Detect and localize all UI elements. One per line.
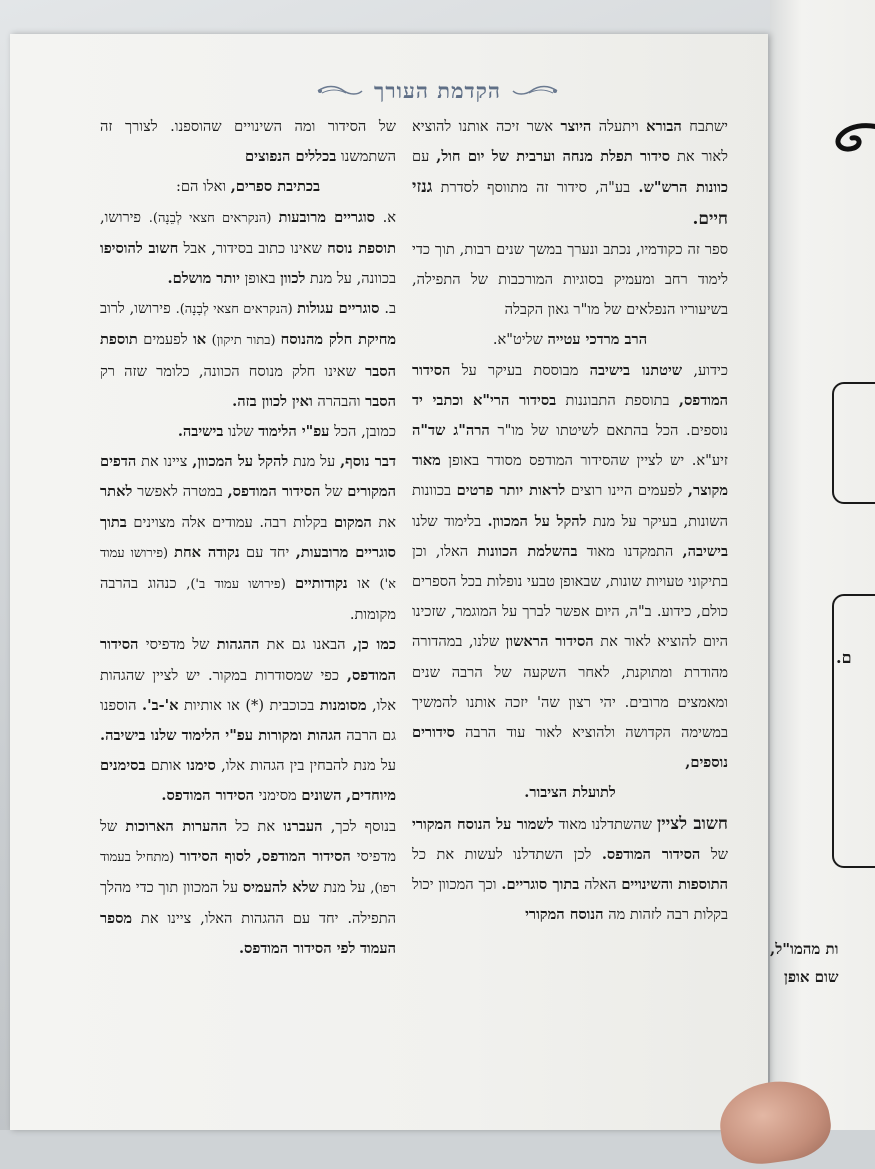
bold-text-run: להקל על המכוון, [192, 453, 289, 471]
bold-text-run: לסוף הסידור [179, 847, 251, 865]
bold-text-run: סידורים נוספים, [412, 724, 728, 772]
bold-text-run: בסימנים מיוחדים, [100, 757, 396, 805]
frame-box-1 [832, 382, 875, 504]
edge-text-1: ם. [836, 648, 852, 667]
bold-text-run: הסידור המודפס, [412, 361, 728, 409]
text-run: יחד עם [239, 543, 296, 561]
text-run: ויתעלה [591, 118, 647, 135]
text-run: של [320, 483, 348, 501]
text-run: כידוע, [682, 361, 728, 379]
text-run: כפי שמסודרות במקור. יש לציין שהגהות אלו, [100, 666, 396, 714]
text-run: ואלו הם: [175, 178, 231, 196]
bold-text-run: הגהות ומקורות עפ"י הלימוד שלנו בישיבה. [100, 727, 342, 745]
paragraph [100, 172, 396, 202]
bold-text-run: ההערות הארוכות [125, 817, 228, 835]
paragraph [412, 778, 728, 808]
bold-text-run: חשוב להוסיפו [100, 239, 179, 257]
bold-text-run: לאתר [100, 483, 133, 501]
text-run: של מדפיסי [138, 636, 217, 654]
bold-text-run: בתוך סוגריים מרובעות, [100, 513, 396, 561]
bold-text-run: בישיבה. [177, 423, 224, 441]
text-run: עם [412, 148, 437, 166]
bold-text-run: דבר נוסף, [340, 453, 396, 471]
text-run: על המכוון תוך כדי מהלך התפילה. יחד עם ההגהות האלו, ציינו את [100, 879, 396, 928]
text-run: כנהוג בהרבה מקומות. [100, 575, 396, 624]
frame-box-2 [832, 594, 875, 868]
bold-text-run: סוגריים מרובעות [278, 208, 375, 226]
text-run: (פירושו עמוד ב'), [186, 577, 295, 593]
text-run: בנוסף לכך, [322, 817, 396, 835]
bold-text-run: הסידור המודפס. [601, 845, 701, 863]
bold-text-run: שיטתנו בישיבה [589, 361, 683, 379]
next-page-edge [770, 0, 875, 1130]
bold-text-run: בהשלמת הכוונות [477, 542, 578, 560]
ornament-left-icon [316, 83, 364, 99]
text-run: בתוספת התבוננות [556, 391, 679, 409]
bold-text-run: נקודה אחת [174, 543, 240, 561]
paragraph [100, 447, 396, 630]
bold-text-run: יותר מושלם. [167, 270, 240, 288]
text-run: לכן השתדלנו לעשות את כל [412, 845, 602, 863]
text-run: ציינו את [136, 453, 193, 471]
paragraph [412, 325, 728, 355]
text-run: (פירושו עמוד א') [100, 545, 396, 593]
text-run: שאינו כתוב בסידור, אבל [178, 239, 328, 257]
text-run: את [371, 513, 396, 531]
page-header [0, 76, 875, 106]
text-run: באופן [239, 270, 281, 288]
bold-text-run: נקודותיים [294, 575, 348, 593]
bold-text-run: מאוד מקוצר, [412, 452, 728, 500]
paragraph [412, 809, 728, 931]
bold-text-run: סוגריים עגולות [297, 300, 380, 318]
text-run: (מתחיל בעמוד רפו), [100, 849, 396, 897]
text-column-left [100, 112, 396, 965]
bold-text-run: בסידור הרי"א וכתבי יד [412, 391, 557, 409]
text-run: התמקדנו מאוד [577, 542, 683, 560]
bold-text-run: סידור תפלת מנחה וערבית של יום חול, [436, 148, 671, 166]
bold-text-run: מספר העמוד [100, 910, 396, 958]
text-run: לפעמים היינו רוצים [565, 482, 688, 500]
text-run: לפעמים [137, 331, 194, 349]
text-run: האלו, וכן בתיקוני טעויות שונות, שבאופן טבעי נופלות בכל הספרים כולם, כידוע. ב"ה, היום אפשר לברך על המוגמר, שזכינו היום להוציא לאור את [412, 542, 729, 651]
text-run: את כל [227, 817, 284, 835]
text-run: על מנת [288, 453, 341, 471]
paragraph [100, 417, 396, 447]
text-run: (בתור תיקון) [211, 333, 281, 349]
bold-text-run: הבורא [646, 118, 682, 135]
paragraph [100, 294, 396, 417]
bold-text-run: הדפים המקורים [100, 453, 396, 501]
text-run: והבהרה [312, 392, 366, 410]
text-run: שאינו חלק מנוסח הכוונה, כלומר שזה רק [100, 362, 366, 380]
text-run: מבוססת בעיקר על [450, 361, 590, 379]
bold-text-run: המקום [334, 513, 372, 531]
bold-text-run: הסידור המודפס. [161, 787, 255, 805]
bold-text-run: מחיקת חלק מהנוסח [280, 331, 396, 349]
text-run: מסימני [254, 787, 302, 805]
bold-text-run: כמו כן, [352, 636, 396, 654]
ornament-swirl-icon [832, 118, 875, 158]
text-column-right [412, 112, 728, 930]
text-run: פירושו, לרוב [100, 300, 176, 318]
bold-text-run: בכללים הנפוצים [245, 148, 337, 166]
bold-text-run: סימנו [186, 757, 216, 775]
text-run: בלימוד שלנו [412, 512, 488, 530]
bold-text-run: לשמור על הנוסח המקורי [412, 815, 554, 833]
text-run: ב. [379, 300, 397, 318]
text-run: על מנת [318, 879, 371, 897]
bold-text-run: א'-ב'. [142, 696, 179, 714]
text-run: בכוונה, על מנת [305, 270, 396, 288]
bold-text-run: מסומנות [319, 696, 367, 714]
ornament-right-icon [511, 83, 559, 99]
bold-text-run: בישיבה, [682, 542, 729, 560]
bold-text-run: הרב מרדכי עטייה [547, 331, 648, 349]
text-run: האלה [579, 876, 622, 894]
text-run: או [347, 575, 380, 593]
text-run: כמובן, הכל [329, 423, 396, 441]
bold-text-run: להקל על המכוון. [487, 512, 587, 530]
text-run: הבאנו גם את [259, 636, 353, 654]
bold-text-run: לתועלת הציבור. [524, 784, 616, 802]
bold-text-run: לפי הסידור המודפס. [238, 940, 356, 958]
edge-text-2: ות מהמו"ל, [770, 940, 839, 958]
text-run: בע"ה, סידור זה מתווסף לסדרת [432, 179, 639, 197]
bold-text-run: הסבר [365, 392, 396, 410]
bold-text-run: השונים [301, 787, 342, 805]
text-run: (הנקראים חצאי לְבֵנָה). [148, 210, 279, 226]
text-run: שלנו, במהדורה מהודרת ומתוקנת, לאחר השקעה של הרבה שנים ומאמצים מרובים. יהי רצון שה' יזכה אותנו להמשיך במשימה הקדושה ולהוציא לאור עוד הרבה [412, 633, 728, 742]
bold-text-run: ואין לכוון בזה. [232, 392, 313, 410]
text-run: אותם [145, 757, 187, 775]
bold-text-run: לראות יותר פרטים [456, 482, 566, 500]
text-run: זיע"א. יש לציין שהסידור המודפס מסודר באופן [440, 452, 728, 470]
text-run: וכך המכוון יכול בקלות רבה לזהות מה [412, 876, 728, 924]
bold-text-run: הסידור המודפס, [227, 483, 321, 501]
bold-text-run: הסידור המודפס, [256, 847, 351, 865]
text-run: בכוונות השונות, בעיקר על מנת [412, 482, 728, 530]
paragraph [412, 112, 728, 235]
bold-text-run: היוצר [560, 118, 592, 135]
bold-text-run: שלא להעמיס [242, 879, 319, 897]
bold-text-run: התוספות והשינויים [621, 876, 728, 894]
bold-text-run: העברנו [283, 817, 323, 835]
text-run: אשר זיכה אותנו להוציא לאור את [412, 118, 728, 166]
paragraph [412, 356, 728, 779]
text-run: על מנת להבחין בין הגהות אלו, [215, 757, 396, 775]
bold-text-run: הסידור המודפס, [100, 636, 396, 684]
bold-text-run: לכוון [280, 270, 306, 288]
paragraph [100, 112, 396, 172]
bold-text-run: גנזי חיים. [412, 177, 728, 229]
bold-text-run: הנוסח המקורי [525, 906, 604, 924]
page-title: הקדמת העורך [374, 78, 501, 103]
text-run: של [700, 845, 728, 863]
text-run: של מדפיסי [100, 817, 396, 865]
bold-text-run: או [193, 331, 207, 349]
bold-text-run: כוונות הרש"ש. [638, 179, 728, 197]
bold-text-run: הרה"ג שד"ה [412, 422, 490, 440]
bold-text-run: תוספת הסבר [100, 331, 396, 380]
text-run: (הנקראים חצאי לְבָנָה). [175, 302, 298, 318]
bold-text-run: בכתיבת ספרים, [230, 178, 321, 196]
text-run: נוספים. הכל בהתאם לשיטתו של מו"ר [489, 422, 728, 440]
bold-text-run: עפ"י הלימוד [258, 423, 330, 441]
bold-text-run: הסידור הראשון [505, 633, 594, 651]
paragraph [412, 235, 728, 326]
text-run: ישתבח [681, 118, 728, 135]
bold-text-run: ההגהות [216, 636, 260, 654]
paragraph [100, 203, 396, 295]
text-run: של הסידור ומה השינויים שהוספנו. לצורך זה השתמשנו [100, 118, 396, 166]
text-run: בקלות רבה. עמודים אלה מצוינים [126, 513, 335, 531]
text-run: שליט"א. [492, 331, 548, 349]
text-run: ספר זה כקודמיו, נכתב ונערך במשך שנים רבות, תוך כדי לימוד רחב ומעמיק בסוגיות המורכבות של התפילה, בשיעוריו הנפלאים של מו"ר גאון הקבלה [412, 240, 728, 319]
text-run: שהשתדלנו מאוד [553, 815, 657, 833]
text-run: שלנו [223, 423, 259, 441]
bold-text-run: חשוב לציין [656, 813, 728, 834]
bold-text-run: בתוך סוגריים. [501, 876, 580, 894]
paragraph [100, 630, 396, 811]
text-run: פירושו, [100, 208, 149, 226]
edge-text-3: שום אופן [784, 968, 839, 986]
text-run: הוספנו גם הרבה [100, 696, 396, 745]
text-run: בכוכבית (*) או אותיות [178, 696, 320, 714]
text-run: במטרה לאפשר [132, 483, 228, 501]
bold-text-run: תוספת נוסח [327, 239, 396, 257]
text-run: א. [374, 208, 396, 226]
paragraph [100, 812, 396, 965]
